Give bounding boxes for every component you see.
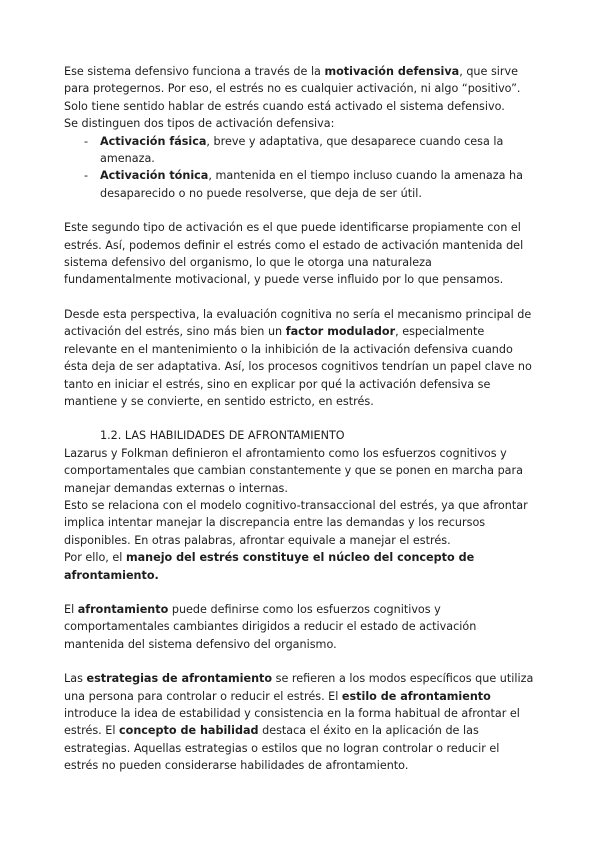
text: introduce la idea de estabilidad y consistencia en la forma habitual de afrontar el estrés. El	[64, 707, 520, 738]
text: Desde esta perspectiva, la evaluación cognitiva no sería el mecanismo principal de activación del estrés, sino más bien un	[64, 307, 532, 339]
paragraph-tipos-activacion: Se distinguen dos tipos de activación defensiva:	[64, 117, 335, 131]
text: El	[64, 602, 78, 616]
text: Las	[64, 672, 87, 686]
bold-term: afrontamiento	[77, 602, 169, 616]
bold-term: Activación fásica	[100, 134, 207, 148]
spacer	[64, 202, 536, 219]
text: Por ello, el	[64, 551, 126, 565]
paragraph-modelo-transaccional: Esto se relaciona con el modelo cognitivo-transaccional del estrés, ya que afrontar implica intentar manejar la discrepancia entre las demandas y los recursos disponibles. En otras palabras, afrontar equivale a manejar el estrés.	[64, 498, 528, 547]
list-item	[64, 167, 536, 202]
text: , breve y adaptativa, que desaparece cuando cesa la amenaza.	[100, 134, 504, 166]
spacer	[64, 410, 536, 427]
paragraph-manejo-estres	[64, 549, 536, 584]
spacer	[64, 653, 536, 670]
list-item	[64, 133, 536, 168]
section-heading: 1.2. LAS HABILIDADES DE AFRONTAMIENTO	[100, 429, 345, 443]
list-dash: -	[84, 134, 89, 148]
bold-term: manejo del estrés constituye el núcleo del concepto de afrontamiento.	[64, 551, 475, 582]
paragraph-estrategias-estilos	[64, 670, 536, 774]
text: , que sirve para protegernos. Por eso, el estrés no es cualquier activación, ni algo “positivo”. Solo tiene sentido hablar de estrés cuando está activado el sistema defensivo.	[64, 65, 521, 113]
paragraph-motivacion-defensiva	[64, 63, 536, 115]
bold-term: estrategias de afrontamiento	[86, 672, 273, 686]
paragraph-evaluacion-cognitiva	[64, 306, 536, 410]
bold-term: concepto de habilidad	[119, 724, 259, 738]
text: se refieren a los modos específicos que utiliza una persona para controlar o reducir el estrés. El	[64, 672, 534, 703]
text: puede definirse como los esfuerzos cognitivos y comportamentales cambiantes dirigidos a reducir el estado de activación mantenida del sistema defensivo del organismo.	[64, 602, 477, 651]
paragraph-definicion-afrontamiento	[64, 601, 536, 653]
list-dash: -	[84, 169, 89, 183]
bold-term: factor modulador	[285, 325, 396, 339]
bold-term: estilo de afrontamiento	[341, 689, 491, 703]
text: , especialmente relevante en el mantenimiento o la inhibición de la activación defensiva cuando ésta deja de ser adaptativa. Así, los procesos cognitivos tendrían un papel clave no tanto en iniciar el estrés, sino en explicar por qué la activación defensiva se mantiene y se convierte, en sentido estricto, en estrés.	[64, 325, 532, 408]
paragraph-lazarus-folkman: Lazarus y Folkman definieron el afrontamiento como los esfuerzos cognitivos y comportamentales que cambian constantemente y que se ponen en marcha para manejar demandas externas o internas.	[64, 446, 523, 495]
bold-term: motivación defensiva	[324, 65, 460, 78]
bold-term: Activación tónica	[100, 169, 209, 183]
paragraph-definicion-estres: Este segundo tipo de activación es el que puede identificarse propiamente con el estrés. Así, podemos definir el estrés como el estado de activación mantenida del sistema defensivo del organismo, lo que le otorga una naturaleza fundamentalmente motivacional, y puede verse influido por lo que pensamos.	[64, 221, 524, 287]
activation-types-list	[64, 133, 536, 203]
text: Ese sistema defensivo funciona a través de la	[64, 65, 325, 78]
spacer	[64, 584, 536, 601]
spacer	[64, 289, 536, 306]
text: destaca el éxito en la aplicación de las estrategias. Aquellas estrategias o estilos que no logran controlar o reducir el estrés no pueden considerarse habilidades de afrontamiento.	[64, 724, 500, 773]
text: , mantenida en el tiempo incluso cuando la amenaza ha desaparecido o no puede resolverse, que deja de ser útil.	[100, 169, 523, 200]
